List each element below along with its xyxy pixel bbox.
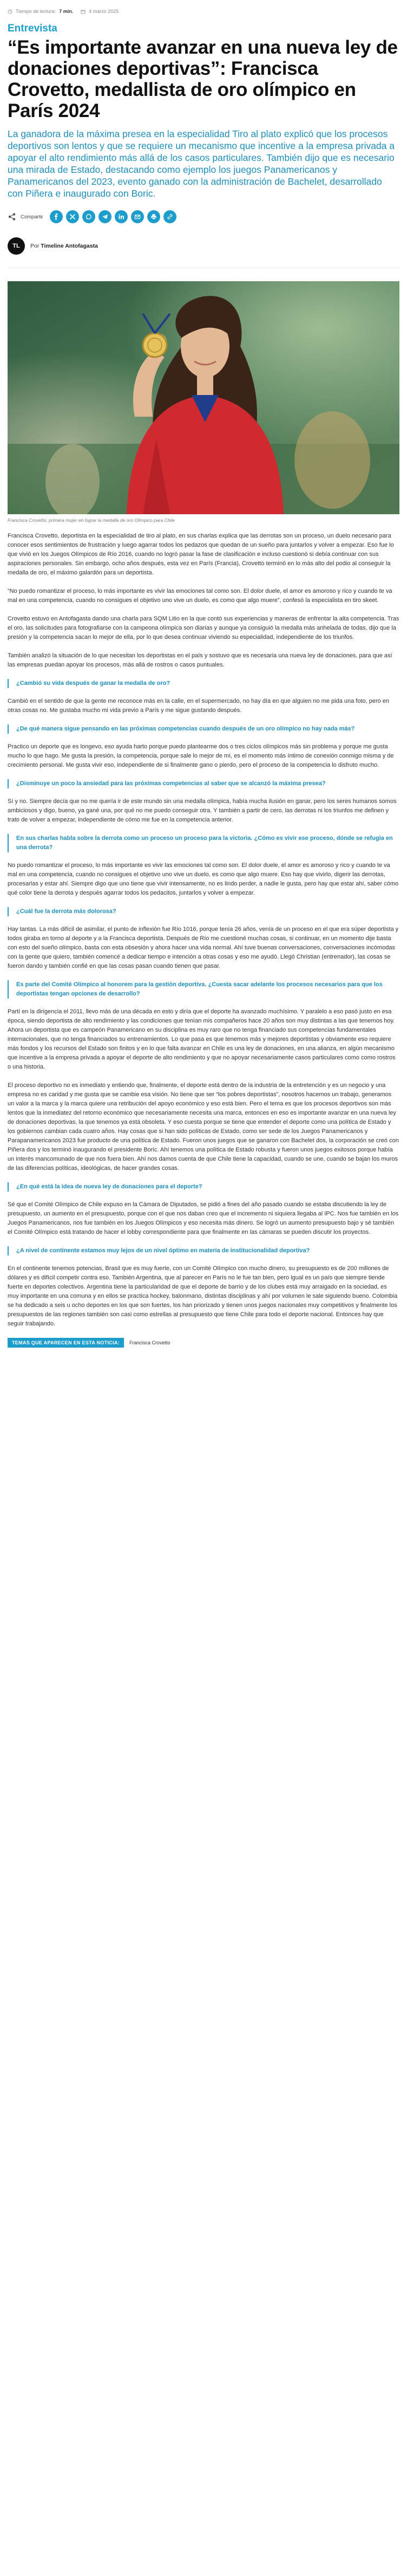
- interview-question: ¿En qué está la idea de nueva ley de donaciones para el deporte?: [8, 1182, 399, 1192]
- author-prefix: Por: [30, 243, 40, 249]
- image-caption: Francisca Crovetto, primera mujer en lograr la medalla de oro Olímpico para Chile: [8, 517, 175, 523]
- interview-question: ¿Disminuye un poco la ansiedad para las próximas competencias al saber que se alcanzó la máxima presea?: [8, 779, 399, 788]
- share-print-button[interactable]: [147, 210, 160, 223]
- link-icon: [167, 213, 173, 220]
- author-avatar: TL: [8, 237, 25, 255]
- whatsapp-icon: [86, 213, 92, 220]
- share-label: Compartir: [21, 213, 43, 220]
- article-paragraph: Hay tantas. La más difícil de asimilar, el punto de inflexión fue Río 1016, porque tenía 26 años, venía de un proceso en el que era súper deportista y todos giraba en torno al deporte y a la Francisca deportista. Después de Río me cuestioné muchas cosas, si continuar, en un momento dije basta con esto del sueño olímpico, basta con esta obsesión y ahora hacer una vida normal. Ahí tuve buenas conversaciones, conversaciones incómodas con la gente que quiero, también comencé a dedicar tiempo e intención a otras cosas y eso me ayudó. Llegó Christian (entrenador), las cosas se fueron dando y también confié en que las cosas pasan cuando tienen que pasar.: [8, 926, 399, 969]
- article-paragraph: No puedo romantizar el proceso, lo más importante es vivir las emociones tal como son. El dolor duele, el amor es amoroso y rico y cuando te va mal en una competencia, cuando no consigues el objetivo uno vive un duelo, es como que algo muere. Eso hay que vivirlo, digerir las derrotas, procesarlas y estar ahí. Siempre digo que uno tiene que vivir intensamente, no es lindo perder, a nadie le gusta, pero hay que estar ahí, saber cómo qué color tiene la derrota y después agarrar todos los pedacitos, juntarlos y volver a empezar.: [8, 862, 399, 896]
- article-subtitle: La ganadora de la máxima presea en la especialidad Tiro al plato explicó que los procesos deportivos son lentos y que se requiere un mecanismo que incentive a la empresa privada a apoyar el alto rendimiento más allá de los casos particulares. También dijo que es necesario una mirada de Estado, destacando como ejemplo los juegos Panamericanos y Panamericanos del 2023, evento ganado con la administración de Bachelet, desarrollado con Piñera e inaugurado con Boric.: [8, 128, 395, 199]
- interview-question: ¿Cambió su vida después de ganar la medalla de oro?: [8, 679, 399, 688]
- interview-question: ¿A nivel de continente estamos muy lejos de un nivel óptimo en materia de institucionalidad deportiva?: [8, 1246, 399, 1255]
- facebook-icon: [53, 213, 60, 220]
- reading-time-value: 7 min.: [59, 9, 74, 14]
- interview-question: ¿Cuál fue la derrota más dolorosa?: [8, 907, 399, 916]
- hero-image: [8, 281, 399, 514]
- email-icon: [134, 213, 141, 220]
- tags-heading: TEMAS QUE APARECEN EN ESTA NOTICIA:: [8, 1338, 124, 1348]
- interview-question: Es parte del Comité Olímpico al honorem para la gestión deportiva. ¿Cuesta sacar adelante los procesos necesarios para que los deportistas tengan opciones de desarrollo?: [8, 980, 399, 999]
- tags-bar: [8, 1338, 399, 1348]
- share-linkedin-button[interactable]: [115, 210, 128, 223]
- share-icon: [8, 212, 16, 221]
- article-paragraph: Practico un deporte que es longevo, eso ayuda harto porque puedo plantearme dos o tres ciclos olímpicos más sin problema y porque me gusta mucho lo que hago. Me gusta la presión, la competencia, porque sale lo mejor de mí, es el momento más íntimo de conexión conmigo misma y de crecimiento personal. Me gusta vivir eso, independiente de si finalmente gano o pierdo, pero el proceso de la competencia lo disfruto mucho.: [8, 743, 394, 768]
- share-whatsapp-button[interactable]: [82, 210, 95, 223]
- article-paragraph: Partí en la dirigencia el 2011, llevo más de una década en esto y diría que el deporte ha avanzado muchísimo. Y paralelo a eso pasó justo en esa época, siendo deportista de alto rendimiento y las condiciones que tenían mis compañeros hace 20 años son muy distintas a las que tenemos hoy. Ahora un deportista que es campeón Panamericano en su disciplina es muy raro que no tenga financiado sus competencias fundamentales internacionales, que no tenga financiados su entrenamientos. Lo que pasa es que tenemos más y mejores deportistas y obviamente eso requiere más fondos y los recursos del Estado son finitos y en lo que falta avanzar en Chile es una ley de donaciones, en una alianza, en algún mecanismo que incentive a la empresa privada a apoyar el deporte de alto rendimiento y que no apoyar necesariamente casos particulares como como rostros o una historia.: [8, 1008, 396, 1070]
- article-paragraph: Sé que el Comité Olímpico de Chile expuso en la Cámara de Diputados, se pidió a fines del año pasado cuando se estaba discutiendo la ley de presupuesto, un aumento en el presupuesto, porque con el que nos daban creo que el incremento ni siquiera llegaba al IPC. Nos fue también en los Juegos Panamericanos, nos fue también en los Juegos Olímpicos y eso necesita más dinero. Se logró un aumento presupuesto bajo y sé también el Comité Olímpico está tratando de hacer el lobby correspondiente para que finalmente en las cámaras se pueden discutir los proyectos.: [8, 1201, 399, 1235]
- section-label: Entrevista: [8, 23, 57, 34]
- interview-question: En sus charlas habla sobre la derrota como un proceso un proceso para la victoria. ¿Cómo es vivir ese proceso, dónde se refugia en una derrota?: [8, 834, 399, 852]
- author-name: [30, 243, 98, 249]
- photo-athlete-with-medal: [8, 281, 399, 514]
- author-link[interactable]: Timeline Antofagasta: [41, 243, 98, 249]
- article-meta-bar: [8, 8, 399, 15]
- article-title: “Es importante avanzar en una nueva ley de donaciones deportivas”: Francisca Crovetto, medallista de oro olímpico en París 2024: [8, 37, 398, 121]
- telegram-icon: [102, 213, 108, 220]
- x-icon: [69, 213, 76, 220]
- reading-time-label: Tiempo de lectura:: [16, 9, 56, 14]
- article-paragraph: Crovetto estuvo en Antofagasta dando una charla para SQM Litio en la que contó sus experiencias y maneras de enfrentar la alta competencia. Tras el oro, las solicitudes para fotografiarse con la campeona olímpica son diarias y aunque ya consiguió la medalla más anhelada de todas, dijo que la presión y la competencia sacan lo mejor de ella, por lo que desea continuar viviendo su especialidad, independiente de los triunfos.: [8, 616, 399, 640]
- article-paragraph: “No puedo romantizar el proceso, lo más importante es vivir las emociones tal como son. El dolor duele, el amor es amoroso y rico y cuando te va mal en una competencia, cuando no consigues el objetivo uno vive un duelo, es como que algo muere”, confesó la especialista en tiro skeet.: [8, 588, 392, 604]
- article-paragraph: Francisca Crovetto, deportista en la especialidad de tiro al plato, en sus charlas explica que las derrotas son un proceso, un duelo necesario para conocer esos sentimientos de frustración y luego agarrar todos los pedazos que quedan de un sueño para juntarlos y volver a empezar. Eso fue lo que vivió en los Juegos Olímpicos de Río 2016, cuando no logró pasar la fase de clasificación e incluso cuestionó si debía continuar con sus aspiraciones personales. Sin embargo, ocho años después, esta vez en París (Francia), Crovetto terminó en lo más alto del podio al conseguir la medalla de oro, el máximo galardón para un deportista.: [8, 533, 394, 576]
- article-paragraph: Cambió en el sentido de que la gente me reconoce más en la calle, en el supermercado, no hay día en que alguien no me pida una foto, pero en otras cosas no. Me gustaba mucho mi vida previo a París y me sigue gustando después.: [8, 698, 390, 714]
- share-telegram-button[interactable]: [99, 210, 111, 223]
- article-body: [8, 532, 399, 1329]
- publish-date: 4 marzo 2025: [89, 9, 119, 14]
- linkedin-icon: [118, 213, 124, 220]
- author-byline: [8, 237, 399, 255]
- article-paragraph: También analizó la situación de lo que necesitan los deportistas en el país y sostuvo que es necesaria una nueva ley de donaciones, para que así las empresas puedan apoyar los procesos, más allá de rostros o casos puntuales.: [8, 652, 392, 668]
- article-paragraph: En el continente tenemos potencias, Brasil que es muy fuerte, con un Comité Olímpico con mucho dinero, su presupuesto es de 200 millones de dólares y es difícil competir contra eso. También Argentina, que al parecer en París no le fue tan bien, pero igual es un país que siempre tiende fuerte en deportes colectivos. Argentina tiene la particularidad de que el deporte de barrio y de los clubes está muy arraigado en la sociedad, es muy importante en una comuna y en ellos se practica hockey, balonmano, distintas disciplinas y ahí por volumen le sale siguiendo bueno. Colombia se ha dedicado a seis u ocho deportes en los que son fuertes, los han priorizado y tienen unos juegos nacionales muy competitivos y finalmente los presupuestos de las regiones también son casi como estrellas al presupuesto que tiene Chile para todo el deporte nacional. Entonces hay que seguir trabajando.: [8, 1265, 398, 1327]
- clock-icon: [8, 9, 12, 14]
- share-email-button[interactable]: [131, 210, 144, 223]
- share-facebook-button[interactable]: [50, 210, 63, 223]
- article-paragraph: El proceso deportivo no es inmediato y entiendo que, finalmente, el deporte está dentro de la industria de la entretención y es un negocio y una empresa no es caridad y me gusta que se cambie esa visión. No tiene que ser “los pobres deportistas”, nosotros hacemos un trabajo, generamos un valor a la marca y la marca quiere una retribución del apoyo económico y eso está bien. Pero el tema es que los procesos deportivos son más lentos que la inmediatez del retorno económico que necesariamente necesita una marca, entonces en eso es importante avanzar en una nueva ley de donaciones deportivas, la que tenemos ya está obsoleta. Y eso cuesta porque se tiene que entender el deporte como una política de Estado y los gobiernos cambian cada cuatro años. Hay cosas que si han sido políticas de Estado, como ser sede de los Juegos Panamericanos y Parapanamericanos 2023 fue producto de una política de Estado. Fueron unos juegos que se ganaron con Bachelet dos, la corporación se creó con Piñera dos y los terminó inaugurando el presidente Boric. Ahí tenemos una política de Estado robusta y fueron unos juegos exitosos porque había un interés mancomunado de que nos fuera bien. Ahí nos damos cuenta de que Chile tiene la capacidad, cuando se une, cuando se bajan los muros de las diferencias políticas, ideológicas, de hacer grandes cosas.: [8, 1082, 399, 1172]
- article-paragraph: Sí y no. Siempre decía que no me quería ir de este mundo sin una medalla olímpica, había mucha ilusión en ganar, pero los seres humanos somos ambiciosos y digo, bueno, ya gané una, por qué no me puedo conseguir otra. Y también a partir de cero, las derrotas ni los triunfos me definen y trato de volver a empezar, independiente de cómo me fue en la competencia anterior.: [8, 798, 397, 823]
- print-icon: [150, 213, 157, 220]
- calendar-icon: [81, 9, 86, 14]
- share-x-button[interactable]: [66, 210, 79, 223]
- interview-question: ¿De qué manera sigue pensando en las próximas competencias cuando después de un oro olímpico no hay nada más?: [8, 724, 399, 734]
- share-copy-link-button[interactable]: [163, 210, 176, 223]
- share-bar: [8, 210, 399, 223]
- tag-link[interactable]: Francisca Crovetto: [129, 1340, 170, 1345]
